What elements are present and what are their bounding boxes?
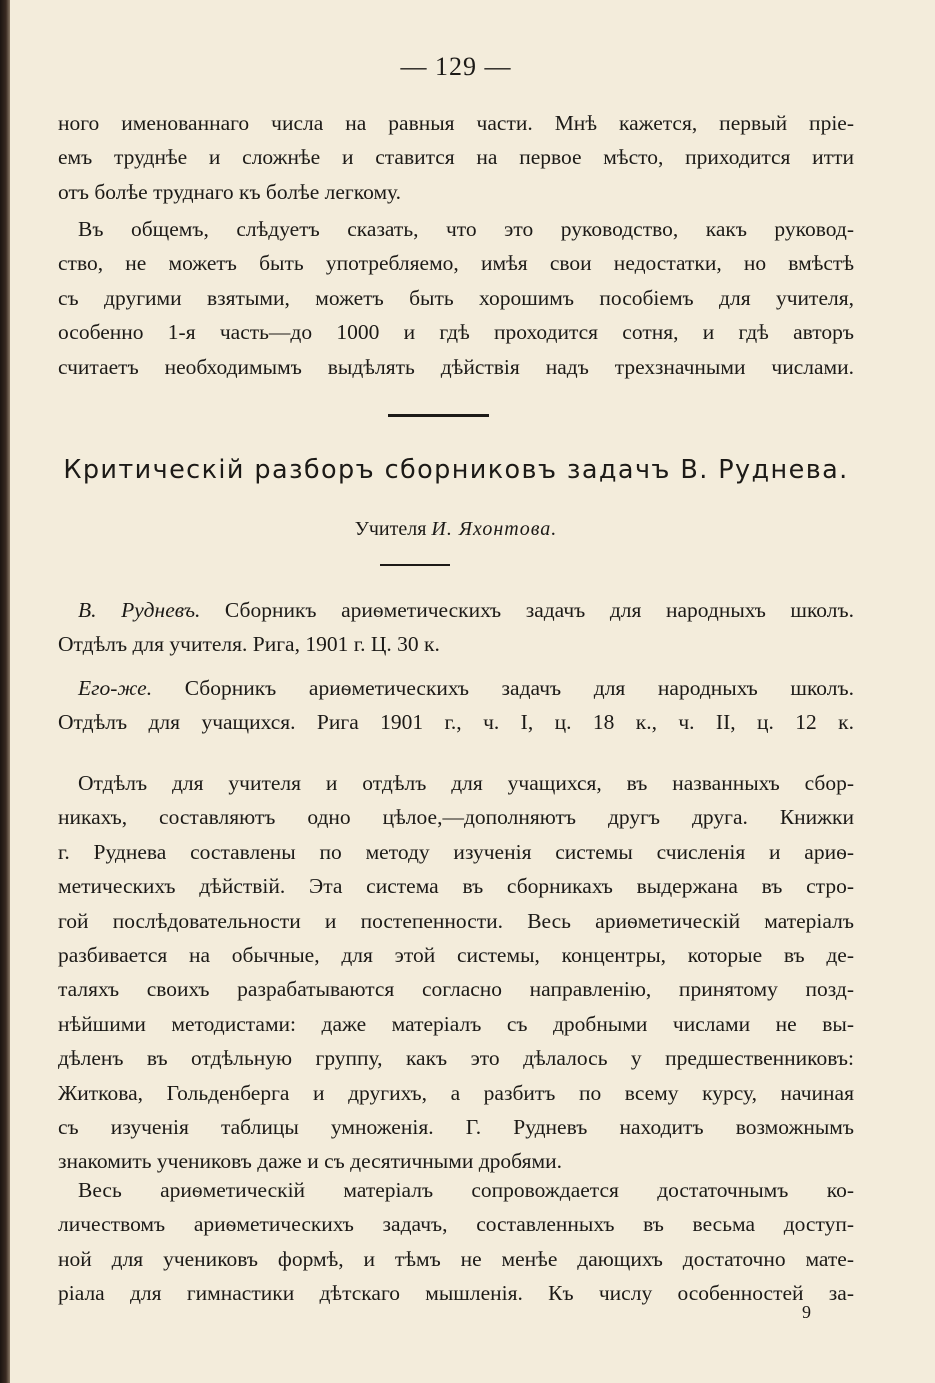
paragraph-3 — [58, 766, 854, 1179]
reference-2 — [58, 671, 854, 740]
book-page — [58, 0, 854, 1383]
text-line: Отдѣлъ для учителя и отдѣлъ для учащихся, въ названныхъ сбор- — [78, 771, 854, 795]
text-line: отъ болѣе труднаго къ болѣе легкому. — [58, 179, 402, 204]
book-spine-shadow — [0, 0, 10, 1383]
paragraph-1 — [58, 106, 854, 209]
text-line: Житкова, Гольденберга и другихъ, а разбитъ по всему курсу, начиная — [58, 1080, 854, 1105]
reference-1 — [58, 593, 854, 662]
text-line: особенно 1-я часть—до 1000 и гдѣ проходится сотня, и гдѣ авторъ — [58, 320, 854, 345]
text-line: дѣленъ въ отдѣльную группу, какъ это дѣлалось у предшественниковъ: — [58, 1046, 854, 1071]
text-line: таляхъ своихъ разрабатываются согласно направленію, принятому позд- — [58, 977, 854, 1002]
text-line: съ изученія таблицы умноженія. Г. Рудневъ находитъ возможнымъ — [58, 1115, 854, 1140]
paragraph-4 — [58, 1173, 854, 1311]
text-line: ріала для гимнастики дѣтскаго мышленія. Къ числу особенностей за- — [58, 1281, 854, 1306]
text-line: Весь ариѳметическій матеріалъ сопровождается достаточнымъ ко- — [78, 1178, 854, 1202]
text-line: разбивается на обычные, для этой системы, концентры, которые въ де- — [58, 943, 854, 968]
text-line: Отдѣлъ для учащихся. Рига 1901 г., ч. I, ц. 18 к., ч. II, ц. 12 к. — [58, 710, 854, 735]
paragraph-2 — [58, 212, 854, 384]
text-line: ство, не можетъ быть употребляемо, имѣя свои недостатки, но вмѣстѣ — [58, 251, 854, 276]
text-line — [58, 671, 854, 705]
text-line: считаетъ необходимымъ выдѣлять дѣйствія надъ трехзначными числами. — [58, 354, 854, 379]
text-line: никахъ, составляютъ одно цѣлое,—дополняютъ другъ друга. Книжки — [58, 805, 854, 830]
author-prefix: Учителя — [354, 518, 427, 540]
text-line: съ другими взятыми, можетъ быть хорошимъ пособіемъ для учителя, — [58, 285, 854, 310]
article-title: Критическій разборъ сборниковъ задачъ В. Руднева. — [63, 455, 849, 485]
section-divider — [388, 414, 489, 417]
author-divider — [380, 564, 450, 566]
text-line: личествомъ ариѳметическихъ задачъ, составленныхъ въ весьма доступ- — [58, 1212, 854, 1237]
text-line: нѣйшими методистами: даже матеріалъ съ дробными числами не вы- — [58, 1011, 854, 1036]
ref-title: Сборникъ ариѳметическихъ задачъ для народныхъ школъ. — [184, 676, 854, 700]
author-name: И. Яхонтова. — [431, 518, 558, 540]
ref-title: Сборникъ ариѳметическихъ задачъ для народныхъ школъ. — [224, 598, 854, 622]
text-line: Отдѣлъ для учителя. Рига, 1901 г. Ц. 30 к. — [58, 632, 440, 657]
ref-author: Его-же. — [78, 676, 153, 700]
text-line: ного именованнаго числа на равныя части. Мнѣ кажется, первый пріе- — [58, 111, 854, 135]
text-line: Въ общемъ, слѣдуетъ сказать, что это руководство, какъ руковод- — [78, 217, 854, 241]
page-number: — 129 — — [400, 52, 512, 81]
ref-author: В. Рудневъ. — [78, 598, 201, 622]
text-line: знакомить учениковъ даже и съ десятичными дробями. — [58, 1149, 562, 1174]
text-line: ной для учениковъ формѣ, и тѣмъ не менѣе дающихъ достаточно мате- — [58, 1246, 854, 1271]
article-author — [58, 518, 854, 541]
text-line: гой послѣдовательности и постепенности. Весь ариѳметическій матеріалъ — [58, 908, 854, 933]
text-line — [58, 593, 854, 627]
printer-signature-mark: 9 — [802, 1302, 811, 1322]
text-line: метическихъ дѣйствій. Эта система въ сборникахъ выдержана въ стро- — [58, 874, 854, 899]
text-line: г. Руднева составлены по методу изученія системы счисленія и ариѳ- — [58, 839, 854, 864]
text-line: емъ труднѣе и сложнѣе и ставится на первое мѣсто, приходится итти — [58, 145, 854, 170]
